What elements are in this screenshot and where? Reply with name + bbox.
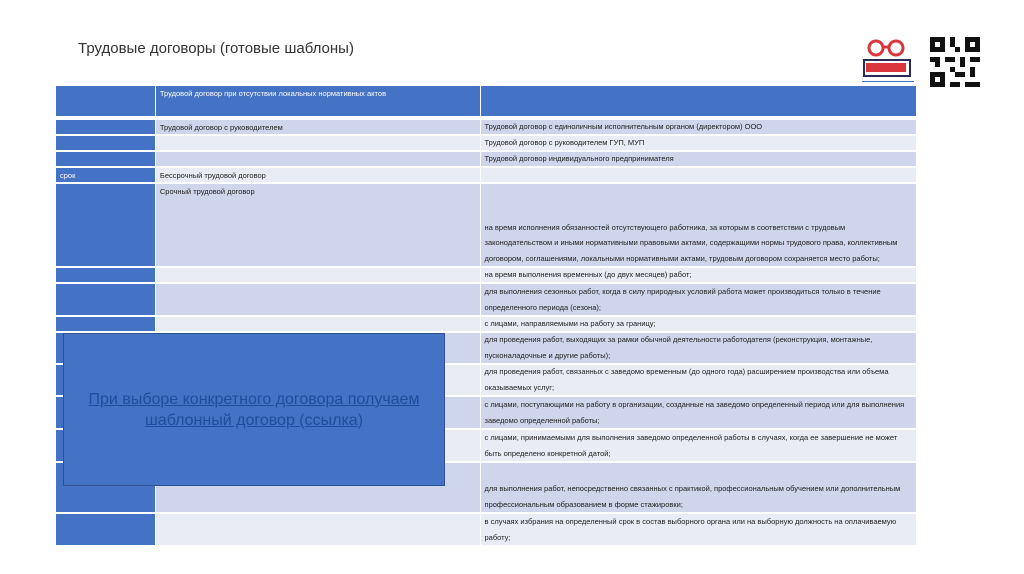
table-cell: Трудовой договор с руководителем ГУП, МУП — [481, 136, 916, 150]
table-cell: Срочный трудовой договор — [156, 184, 480, 266]
table-cell — [56, 184, 155, 266]
table-cell — [56, 268, 155, 282]
table-row — [56, 136, 916, 150]
table-row — [56, 284, 916, 315]
table-cell: в случаях избрания на определенный срок в состав выборного органа или на выборную должность на оплачиваемую работу; — [481, 514, 916, 545]
table-cell — [56, 136, 155, 150]
qr-code-icon — [930, 37, 980, 87]
table-cell — [56, 284, 155, 315]
table-cell: для проведения работ, связанных с заведомо временным (до одного года) расширением производства или объема оказываемых услуг; — [481, 365, 916, 395]
template-contract-link[interactable]: При выборе конкретного договора получаем шаблонный договор (ссылка) — [88, 390, 420, 429]
table-row — [56, 168, 916, 182]
table-cell: Трудовой договор с единоличным исполнительным органом (директором) ООО — [481, 120, 916, 134]
table-cell — [156, 514, 480, 545]
table-cell — [56, 120, 155, 134]
table-cell — [56, 514, 155, 545]
table-cell: с лицами, принимаемыми для выполнения заведомо определенной работы в случаях, когда ее завершение не может быть определено конкретной датой; — [481, 430, 916, 461]
table-cell: для выполнения работ, непосредственно связанных с практикой, профессиональным обучением или дополнительным профессиональным образованием в форме стажировки; — [481, 463, 916, 512]
table-row — [56, 514, 916, 545]
table-cell: для проведения работ, выходящих за рамки обычной деятельности работодателя (реконструкция, монтажные, пусконаладочные и другие работы); — [481, 333, 916, 363]
page-title: Трудовые договоры (готовые шаблоны) — [78, 40, 354, 57]
header-cell — [56, 86, 155, 116]
table-row — [56, 317, 916, 331]
glasses-book-logo-icon — [862, 38, 914, 82]
table-cell — [156, 152, 480, 166]
table-cell: для выполнения сезонных работ, когда в силу природных условий работа может производиться только в течение определенного периода (сезона); — [481, 284, 916, 315]
table-cell: на время исполнения обязанностей отсутствующего работника, за которым в соответствии с трудовым законодательством и иными нормативными правовыми актами, содержащими нормы трудового права, коллективным договором, соглашениями, локальными нормативными актами, трудовым договором сохраняется место работы; — [481, 184, 916, 266]
table-cell: на время выполнения временных (до двух месяцев) работ; — [481, 268, 916, 282]
table-cell — [156, 268, 480, 282]
table-row — [56, 268, 916, 282]
table-cell — [56, 152, 155, 166]
table-cell: Бессрочный трудовой договор — [156, 168, 480, 182]
table-cell — [156, 284, 480, 315]
table-cell: с лицами, направляемыми на работу за границу; — [481, 317, 916, 331]
template-link-box — [63, 333, 445, 486]
table-cell — [156, 317, 480, 331]
header-cell — [481, 86, 916, 116]
table-header-row — [56, 86, 916, 116]
table-cell: Трудовой договор с руководителем — [156, 120, 480, 134]
table-cell — [481, 168, 916, 182]
table-cell — [156, 136, 480, 150]
table-row — [56, 184, 916, 266]
table-row — [56, 152, 916, 166]
table-cell: срок — [56, 168, 155, 182]
header-cell: Трудовой договор при отсутствии локальных нормативных актов — [156, 86, 480, 116]
table-row — [56, 120, 916, 134]
table-cell: с лицами, поступающими на работу в организации, созданные на заведомо определенный период или для выполнения заведомо определенной работы; — [481, 397, 916, 428]
table-cell: Трудовой договор индивидуального предпринимателя — [481, 152, 916, 166]
table-cell — [56, 317, 155, 331]
